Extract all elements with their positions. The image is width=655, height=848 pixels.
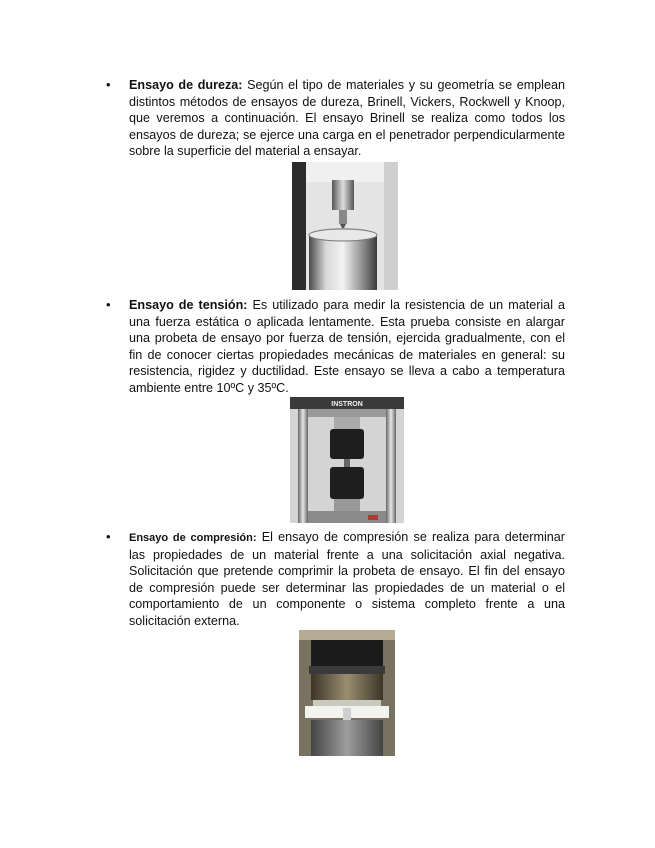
section-tension [106, 297, 566, 397]
hardness-tester-photo [292, 162, 398, 290]
section-dureza [106, 77, 565, 160]
section-title: Ensayo de compresión: [129, 532, 257, 544]
section-text: Es utilizado para medir la resistencia de un material a una fuerza estática o aplicada lentamente. Esta prueba consiste en alargar una probeta de ensayo por fuerza de tensión, ejercida gradualmente, con el fin de conocer ciertas propiedades mecánicas de materiales en general: su resistencia, rigidez y ductilidad. Este ensayo se lleva a cabo a temperatura ambiente entre 10ºC y 35ºC. [129, 298, 566, 395]
bullet: • [106, 297, 111, 312]
section-title: Ensayo de dureza: [129, 78, 243, 92]
section-text: Según el tipo de materiales y su geometría se emplean distintos métodos de ensayos de dureza, Brinell, Vickers, Rockwell y Knoop, que veremos a continuación. El ensayo Brinell se realiza como todos los ensayos de dureza; se ejerce una carga en el penetrador perpendicularmente sobre la superficie del material a ensayar. [129, 78, 565, 159]
compression-tester-photo [299, 630, 395, 756]
bullet: • [106, 77, 111, 92]
machine-label: INSTRON [331, 401, 363, 408]
tension-tester-photo [290, 397, 404, 523]
section-paragraph [129, 297, 565, 397]
section-compresion [106, 529, 565, 630]
section-paragraph [129, 529, 565, 630]
section-title: Ensayo de tensión: [129, 298, 248, 312]
bullet: • [106, 529, 111, 544]
section-paragraph [129, 77, 565, 160]
section-text: El ensayo de compresión se realiza para determinar las propiedades de un material frente a una solicitación axial negativa. Solicitación que pretende comprimir la probeta de ensayo. El fin del ensayo de compresión puede ser determinar las propiedades de un material o el comportamiento de un componente o sistema completo frente a una solicitación externa. [129, 530, 565, 628]
